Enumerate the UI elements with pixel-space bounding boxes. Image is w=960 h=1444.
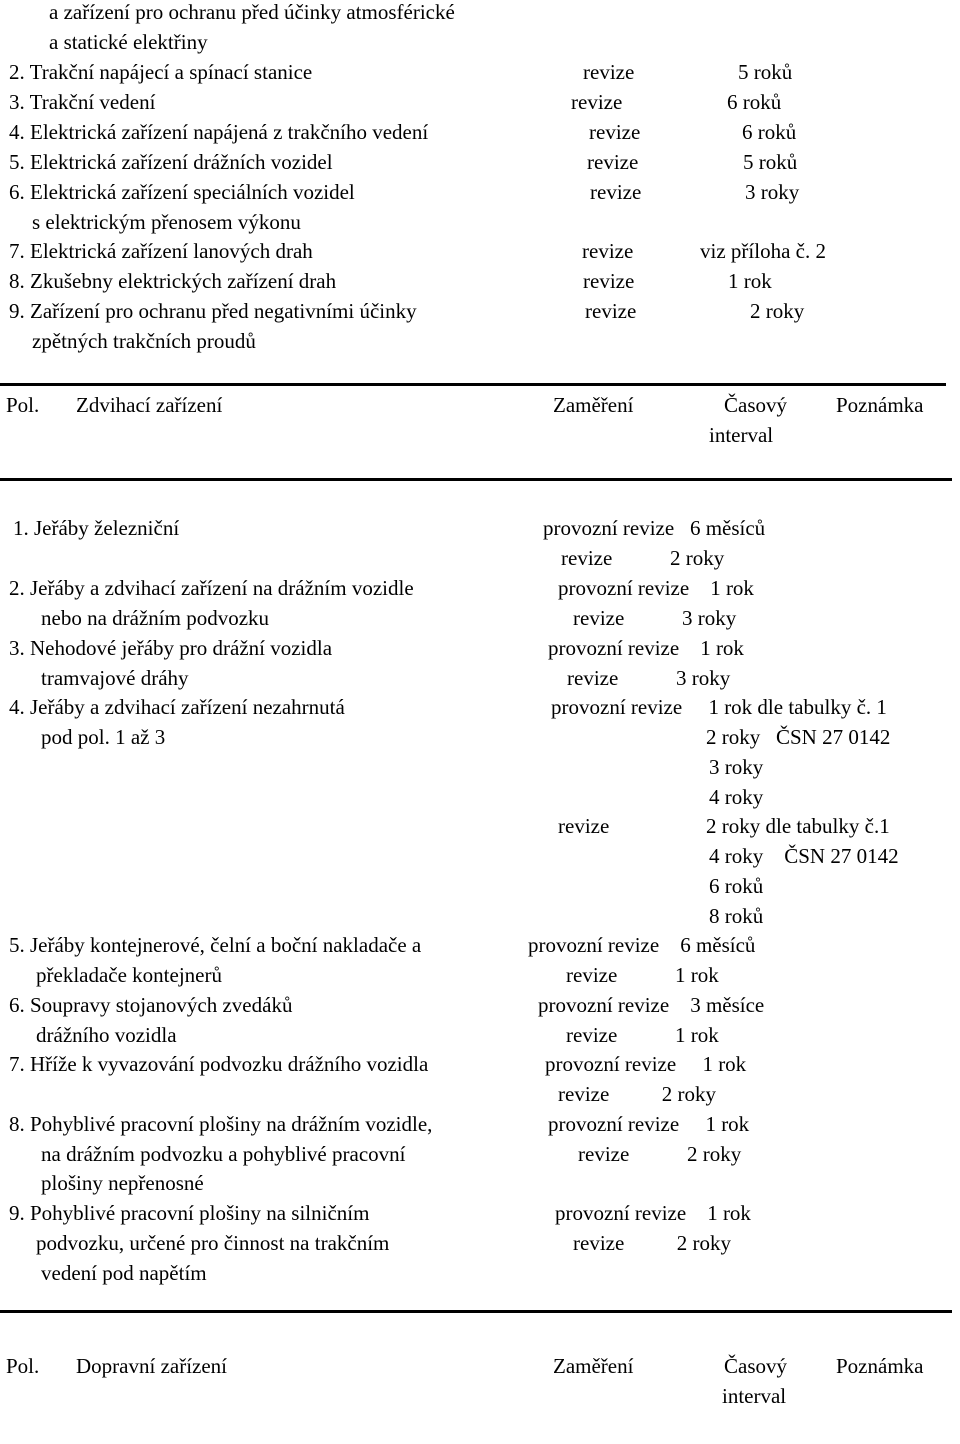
list-item: 7. Hříže k vyvazování podvozku drážního vozidla — [9, 1052, 429, 1076]
item-text-line: 3. Trakční vedení — [9, 90, 156, 114]
aim-interval-cell: revize 1 rok — [566, 963, 719, 987]
list-item: vedení pod napětím — [41, 1261, 207, 1285]
list-item: 1. Jeřáby železniční — [13, 516, 180, 540]
interval-cell: 2 roky dle tabulky č.1 — [706, 814, 890, 838]
item-text-line: 6. Elektrická zařízení speciálních vozidel — [9, 180, 355, 204]
item-text-line: 8. Zkušebny elektrických zařízení drah — [9, 269, 337, 293]
header-interval: interval — [709, 423, 774, 447]
interval-cell: 2 roky — [750, 299, 805, 323]
header-interval: Časový — [724, 1354, 787, 1378]
aim-interval-cell: revize 2 roky — [573, 1231, 732, 1255]
aim-interval-cell: provozní revize 1 rok — [548, 636, 744, 660]
table-rule — [0, 383, 946, 386]
item-text-line: a zařízení pro ochranu před účinky atmosférické — [49, 0, 455, 24]
header-note: Poznámka — [836, 1354, 924, 1378]
aim-interval-cell: revize 2 roky — [558, 1082, 717, 1106]
header-pol: Pol. — [6, 393, 40, 417]
aim-interval-cell: revize 3 roky — [573, 606, 737, 630]
header-aim: Zaměření — [553, 393, 634, 417]
header-title: Zdvihací zařízení — [76, 393, 223, 417]
list-item: 6. Soupravy stojanových zvedáků — [9, 993, 293, 1017]
aim-cell: revize — [590, 180, 642, 204]
aim-interval-cell: revize 3 roky — [567, 666, 731, 690]
interval-cell: 5 roků — [738, 60, 793, 84]
interval-cell: 4 roky — [709, 785, 764, 809]
header-interval: Časový — [724, 393, 787, 417]
aim-interval-cell: provozní revize 6 měsíců — [528, 933, 756, 957]
list-item: podvozku, určené pro činnost na trakčním — [36, 1231, 390, 1255]
header-pol: Pol. — [6, 1354, 40, 1378]
aim-cell: revize — [587, 150, 639, 174]
list-item: nebo na drážním podvozku — [41, 606, 270, 630]
interval-cell: 4 roky ČSN 27 0142 — [709, 844, 899, 868]
list-item: 3. Nehodové jeřáby pro drážní vozidla — [9, 636, 333, 660]
aim-cell: revize — [571, 90, 623, 114]
aim-interval-cell: provozní revize 1 rok — [558, 576, 754, 600]
aim-interval-cell: revize 2 roky — [561, 546, 725, 570]
item-text-line: s elektrickým přenosem výkonu — [32, 210, 301, 234]
list-item: 9. Pohyblivé pracovní plošiny na silničním — [9, 1201, 370, 1225]
aim-cell: revize — [558, 814, 610, 838]
table-rule — [0, 478, 952, 481]
item-text-line: 7. Elektrická zařízení lanových drah — [9, 239, 313, 263]
header-interval: interval — [722, 1384, 787, 1408]
interval-cell: 6 roků — [742, 120, 797, 144]
list-item: tramvajové dráhy — [41, 666, 189, 690]
header-title: Dopravní zařízení — [76, 1354, 228, 1378]
list-item: na drážním podvozku a pohyblivé pracovní — [41, 1142, 406, 1166]
aim-interval-cell: provozní revize 6 měsíců — [543, 516, 766, 540]
list-item: 2. Jeřáby a zdvihací zařízení na drážním vozidle — [9, 576, 414, 600]
aim-interval-cell: 2 roky ČSN 27 0142 — [706, 725, 891, 749]
item-text-line: 9. Zařízení pro ochranu před negativními účinky — [9, 299, 417, 323]
aim-cell: revize — [583, 269, 635, 293]
aim-interval-cell: provozní revize 1 rok dle tabulky č. 1 — [551, 695, 887, 719]
aim-interval-cell: revize 2 roky — [578, 1142, 742, 1166]
header-aim: Zaměření — [553, 1354, 634, 1378]
item-text-line: a statické elektřiny — [49, 30, 208, 54]
item-text-line: 4. Elektrická zařízení napájená z trakčního vedení — [9, 120, 429, 144]
item-text-line: zpětných trakčních proudů — [32, 329, 256, 353]
aim-interval-cell: provozní revize 1 rok — [545, 1052, 747, 1076]
list-item: 8. Pohyblivé pracovní plošiny na drážním vozidle, — [9, 1112, 433, 1136]
list-item: drážního vozidla — [36, 1023, 177, 1047]
aim-interval-cell: provozní revize 1 rok — [555, 1201, 751, 1225]
interval-cell: 3 roky — [709, 755, 764, 779]
aim-cell: revize — [583, 60, 635, 84]
table-rule — [0, 1310, 952, 1313]
list-item: překladače kontejnerů — [36, 963, 222, 987]
item-text-line: 5. Elektrická zařízení drážních vozidel — [9, 150, 333, 174]
interval-cell: 6 roků — [727, 90, 782, 114]
interval-cell: 1 rok — [728, 269, 772, 293]
aim-interval-cell: revize 1 rok — [566, 1023, 719, 1047]
aim-interval-cell: provozní revize 1 rok — [548, 1112, 750, 1136]
aim-interval-cell: provozní revize 3 měsíce — [538, 993, 765, 1017]
interval-cell: 8 roků — [709, 904, 764, 928]
list-item: pod pol. 1 až 3 — [41, 725, 166, 749]
aim-cell: revize — [582, 239, 634, 263]
list-item: plošiny nepřenosné — [41, 1171, 204, 1195]
interval-cell: viz příloha č. 2 — [700, 239, 826, 263]
list-item: 5. Jeřáby kontejnerové, čelní a boční nakladače a — [9, 933, 422, 957]
aim-cell: revize — [585, 299, 637, 323]
item-text-line: 2. Trakční napájecí a spínací stanice — [9, 60, 313, 84]
list-item: 4. Jeřáby a zdvihací zařízení nezahrnutá — [9, 695, 345, 719]
interval-cell: 6 roků — [709, 874, 764, 898]
aim-cell: revize — [589, 120, 641, 144]
header-note: Poznámka — [836, 393, 924, 417]
interval-cell: 5 roků — [743, 150, 798, 174]
interval-cell: 3 roky — [745, 180, 800, 204]
